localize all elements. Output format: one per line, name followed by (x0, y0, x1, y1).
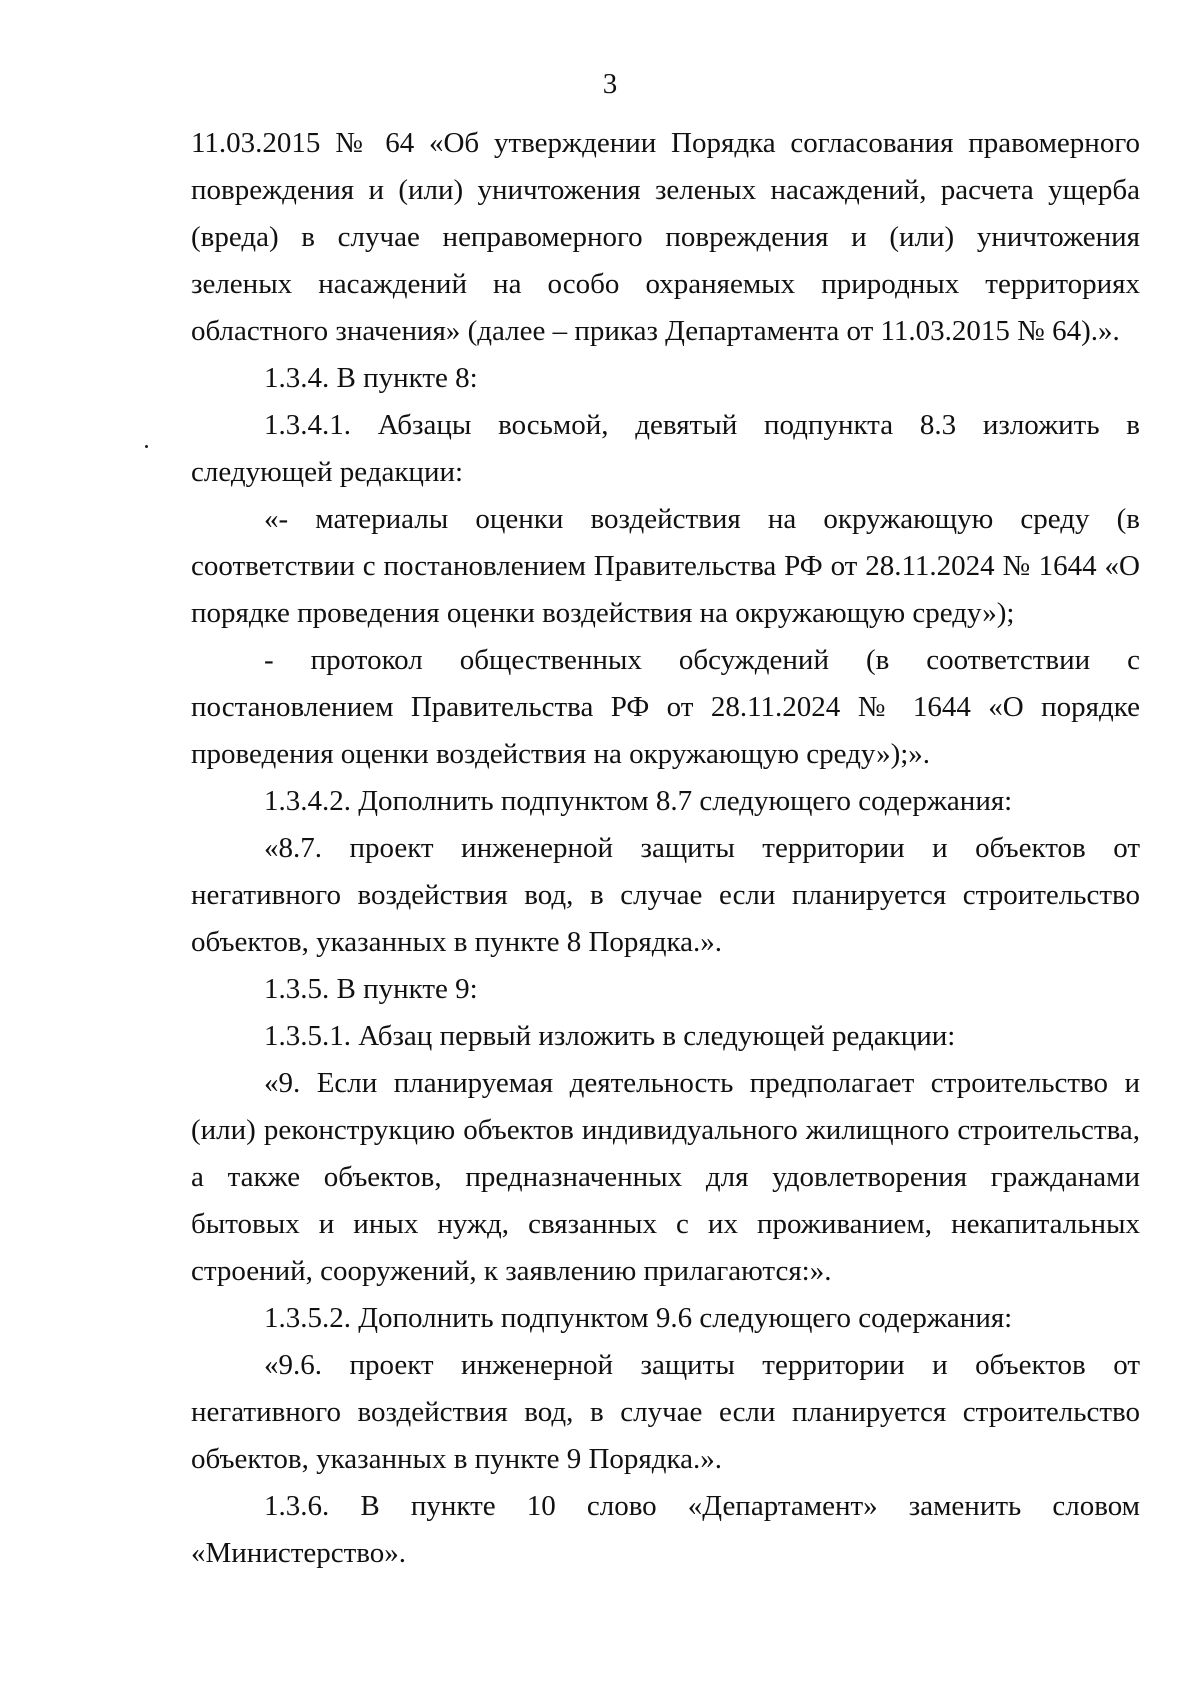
paragraph-1-3-5: 1.3.5. В пункте 9: (264, 973, 478, 1005)
scan-speck (145, 445, 148, 448)
paragraph-continuation: 11.03.2015 № 64 «Об утверждении Порядка согласования правомерного повреждения и (или) уничтожения зеленых насаждений, расчета ущерба (вреда) в случае неправомерного повреждения и (или) уничтожения зеленых насаждений на особо охраняемых природных территориях областного значения» (далее – приказ Департамента от 11.03.2015 № 64).». (191, 127, 1140, 347)
paragraph-1-3-4-2: 1.3.4.2. Дополнить подпунктом 8.7 следующего содержания: (264, 785, 1013, 817)
paragraph-quote-9: «9. Если планируемая деятельность предполагает строительство и (или) реконструкцию объектов индивидуального жилищного строительства, а также объектов, предназначенных для удовлетворения гражданами бытовых и иных нужд, связанных с их проживанием, некапитальных строений, сооружений, к заявлению прилагаются:». (191, 1067, 1140, 1287)
paragraph-quote-8-7: «8.7. проект инженерной защиты территории и объектов от негативного воздействия вод, в случае если планируется строительство объектов, указанных в пункте 8 Порядка.». (191, 832, 1140, 958)
page-number: 3 (602, 68, 618, 100)
paragraph-1-3-6: 1.3.6. В пункте 10 слово «Департамент» заменить словом «Министерство». (191, 1490, 1140, 1569)
paragraph-1-3-4-1: 1.3.4.1. Абзацы восьмой, девятый подпункта 8.3 изложить в следующей редакции: (191, 409, 1140, 488)
document-body (191, 120, 1140, 1577)
paragraph-1-3-4: 1.3.4. В пункте 8: (264, 362, 478, 394)
paragraph-quote-protocol: - протокол общественных обсуждений (в соответствии с постановлением Правительства РФ от 28.11.2024 № 1644 «О порядке проведения оценки воздействия на окружающую среду»);». (191, 644, 1140, 770)
paragraph-1-3-5-1: 1.3.5.1. Абзац первый изложить в следующей редакции: (264, 1020, 956, 1052)
paragraph-quote-materials: «- материалы оценки воздействия на окружающую среду (в соответствии с постановлением Правительства РФ от 28.11.2024 № 1644 «О порядке проведения оценки воздействия на окружающую среду»); (191, 503, 1140, 629)
paragraph-quote-9-6: «9.6. проект инженерной защиты территории и объектов от негативного воздействия вод, в случае если планируется строительство объектов, указанных в пункте 9 Порядка.». (191, 1349, 1140, 1475)
paragraph-1-3-5-2: 1.3.5.2. Дополнить подпунктом 9.6 следующего содержания: (264, 1302, 1013, 1334)
